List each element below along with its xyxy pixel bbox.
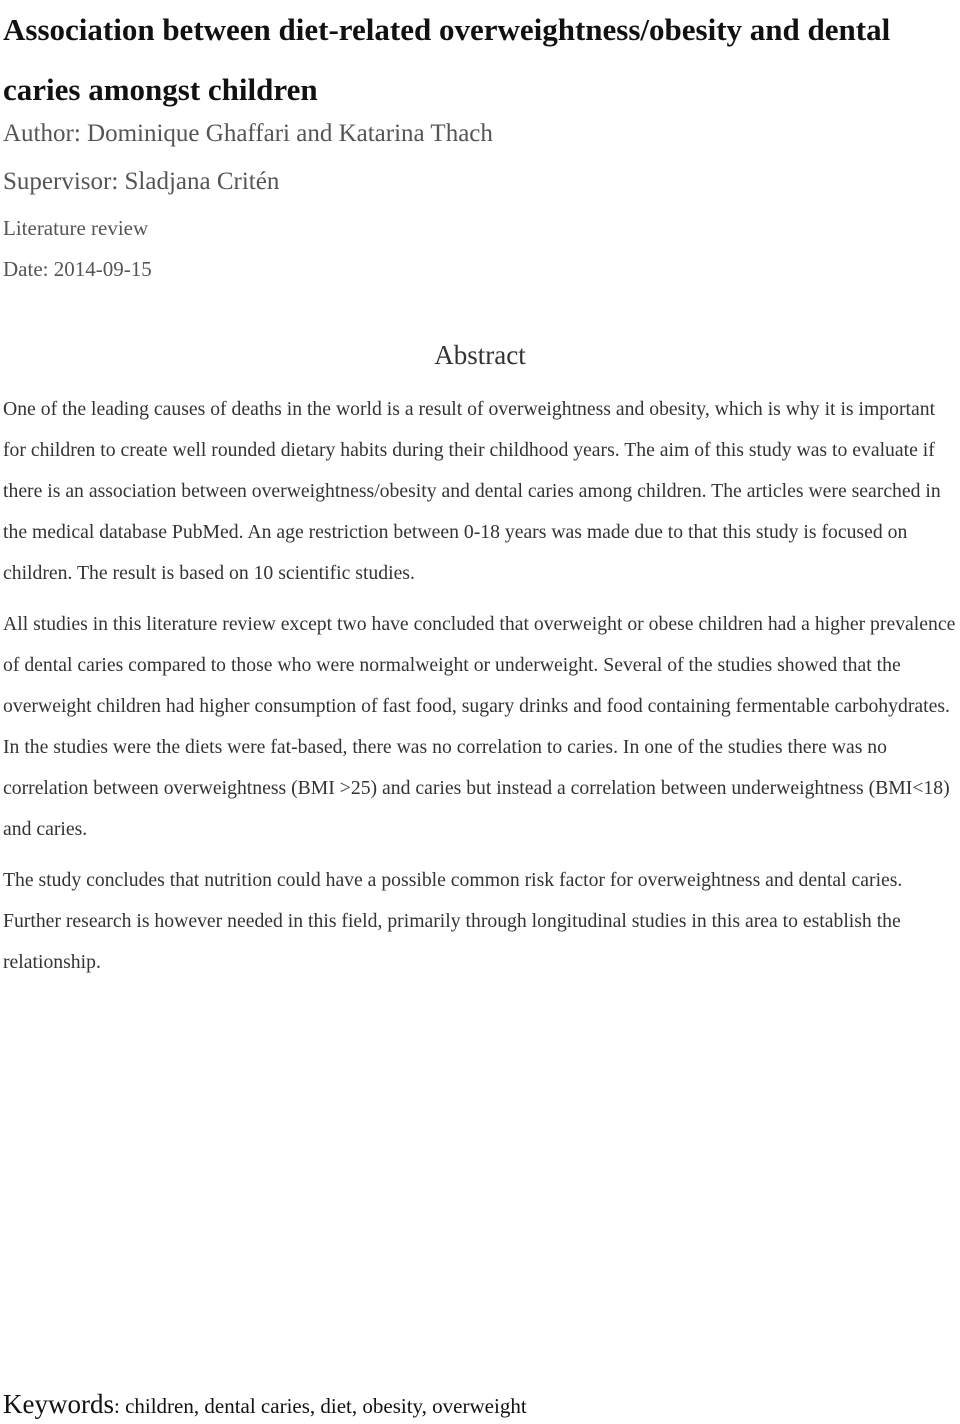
document-type: Literature review bbox=[3, 216, 149, 240]
abstract-body bbox=[3, 389, 960, 993]
abstract-paragraph-2: All studies in this literature review except two have concluded that overweight or obese children had a higher prevalence of dental caries compared to those who were normalweight or underweight. Several of the studies showed that the overweight children had higher consumption of fast food, sugary drinks and food containing fermentable carbohydrates. In the studies were the diets were fat-based, there was no correlation to caries. In one of the studies there was no correlation between overweightness (BMI >25) and caries but instead a correlation between underweightness (BMI<18) and caries. bbox=[3, 613, 956, 840]
date-line: Date: 2014-09-15 bbox=[3, 257, 152, 281]
abstract-heading: Abstract bbox=[434, 340, 526, 370]
keywords-label: Keywords bbox=[3, 1389, 114, 1419]
abstract-paragraph-1: One of the leading causes of deaths in the world is a result of overweightness and obesity, which is why it is important for children to create well rounded dietary habits during their childhood years. The aim of this study was to evaluate if there is an association between overweightness/obesity and dental caries among children. The articles were searched in the medical database PubMed. An age restriction between 0-18 years was made due to that this study is focused on children. The result is based on 10 scientific studies. bbox=[3, 398, 941, 584]
author-line: Author: Dominique Ghaffari and Katarina Thach bbox=[3, 120, 493, 147]
supervisor-line: Supervisor: Sladjana Critén bbox=[3, 168, 280, 195]
keywords-list: : children, dental caries, diet, obesity, overweight bbox=[113, 1394, 527, 1418]
abstract-paragraph-3: The study concludes that nutrition could have a possible common risk factor for overweightness and dental caries. Further research is however needed in this field, primarily through longitudinal studies in this area to establish the relationship. bbox=[3, 869, 903, 973]
keywords-line bbox=[3, 1386, 527, 1424]
paper-title: Association between diet-related overweightness/obesity and dental caries amongst children bbox=[3, 12, 891, 107]
